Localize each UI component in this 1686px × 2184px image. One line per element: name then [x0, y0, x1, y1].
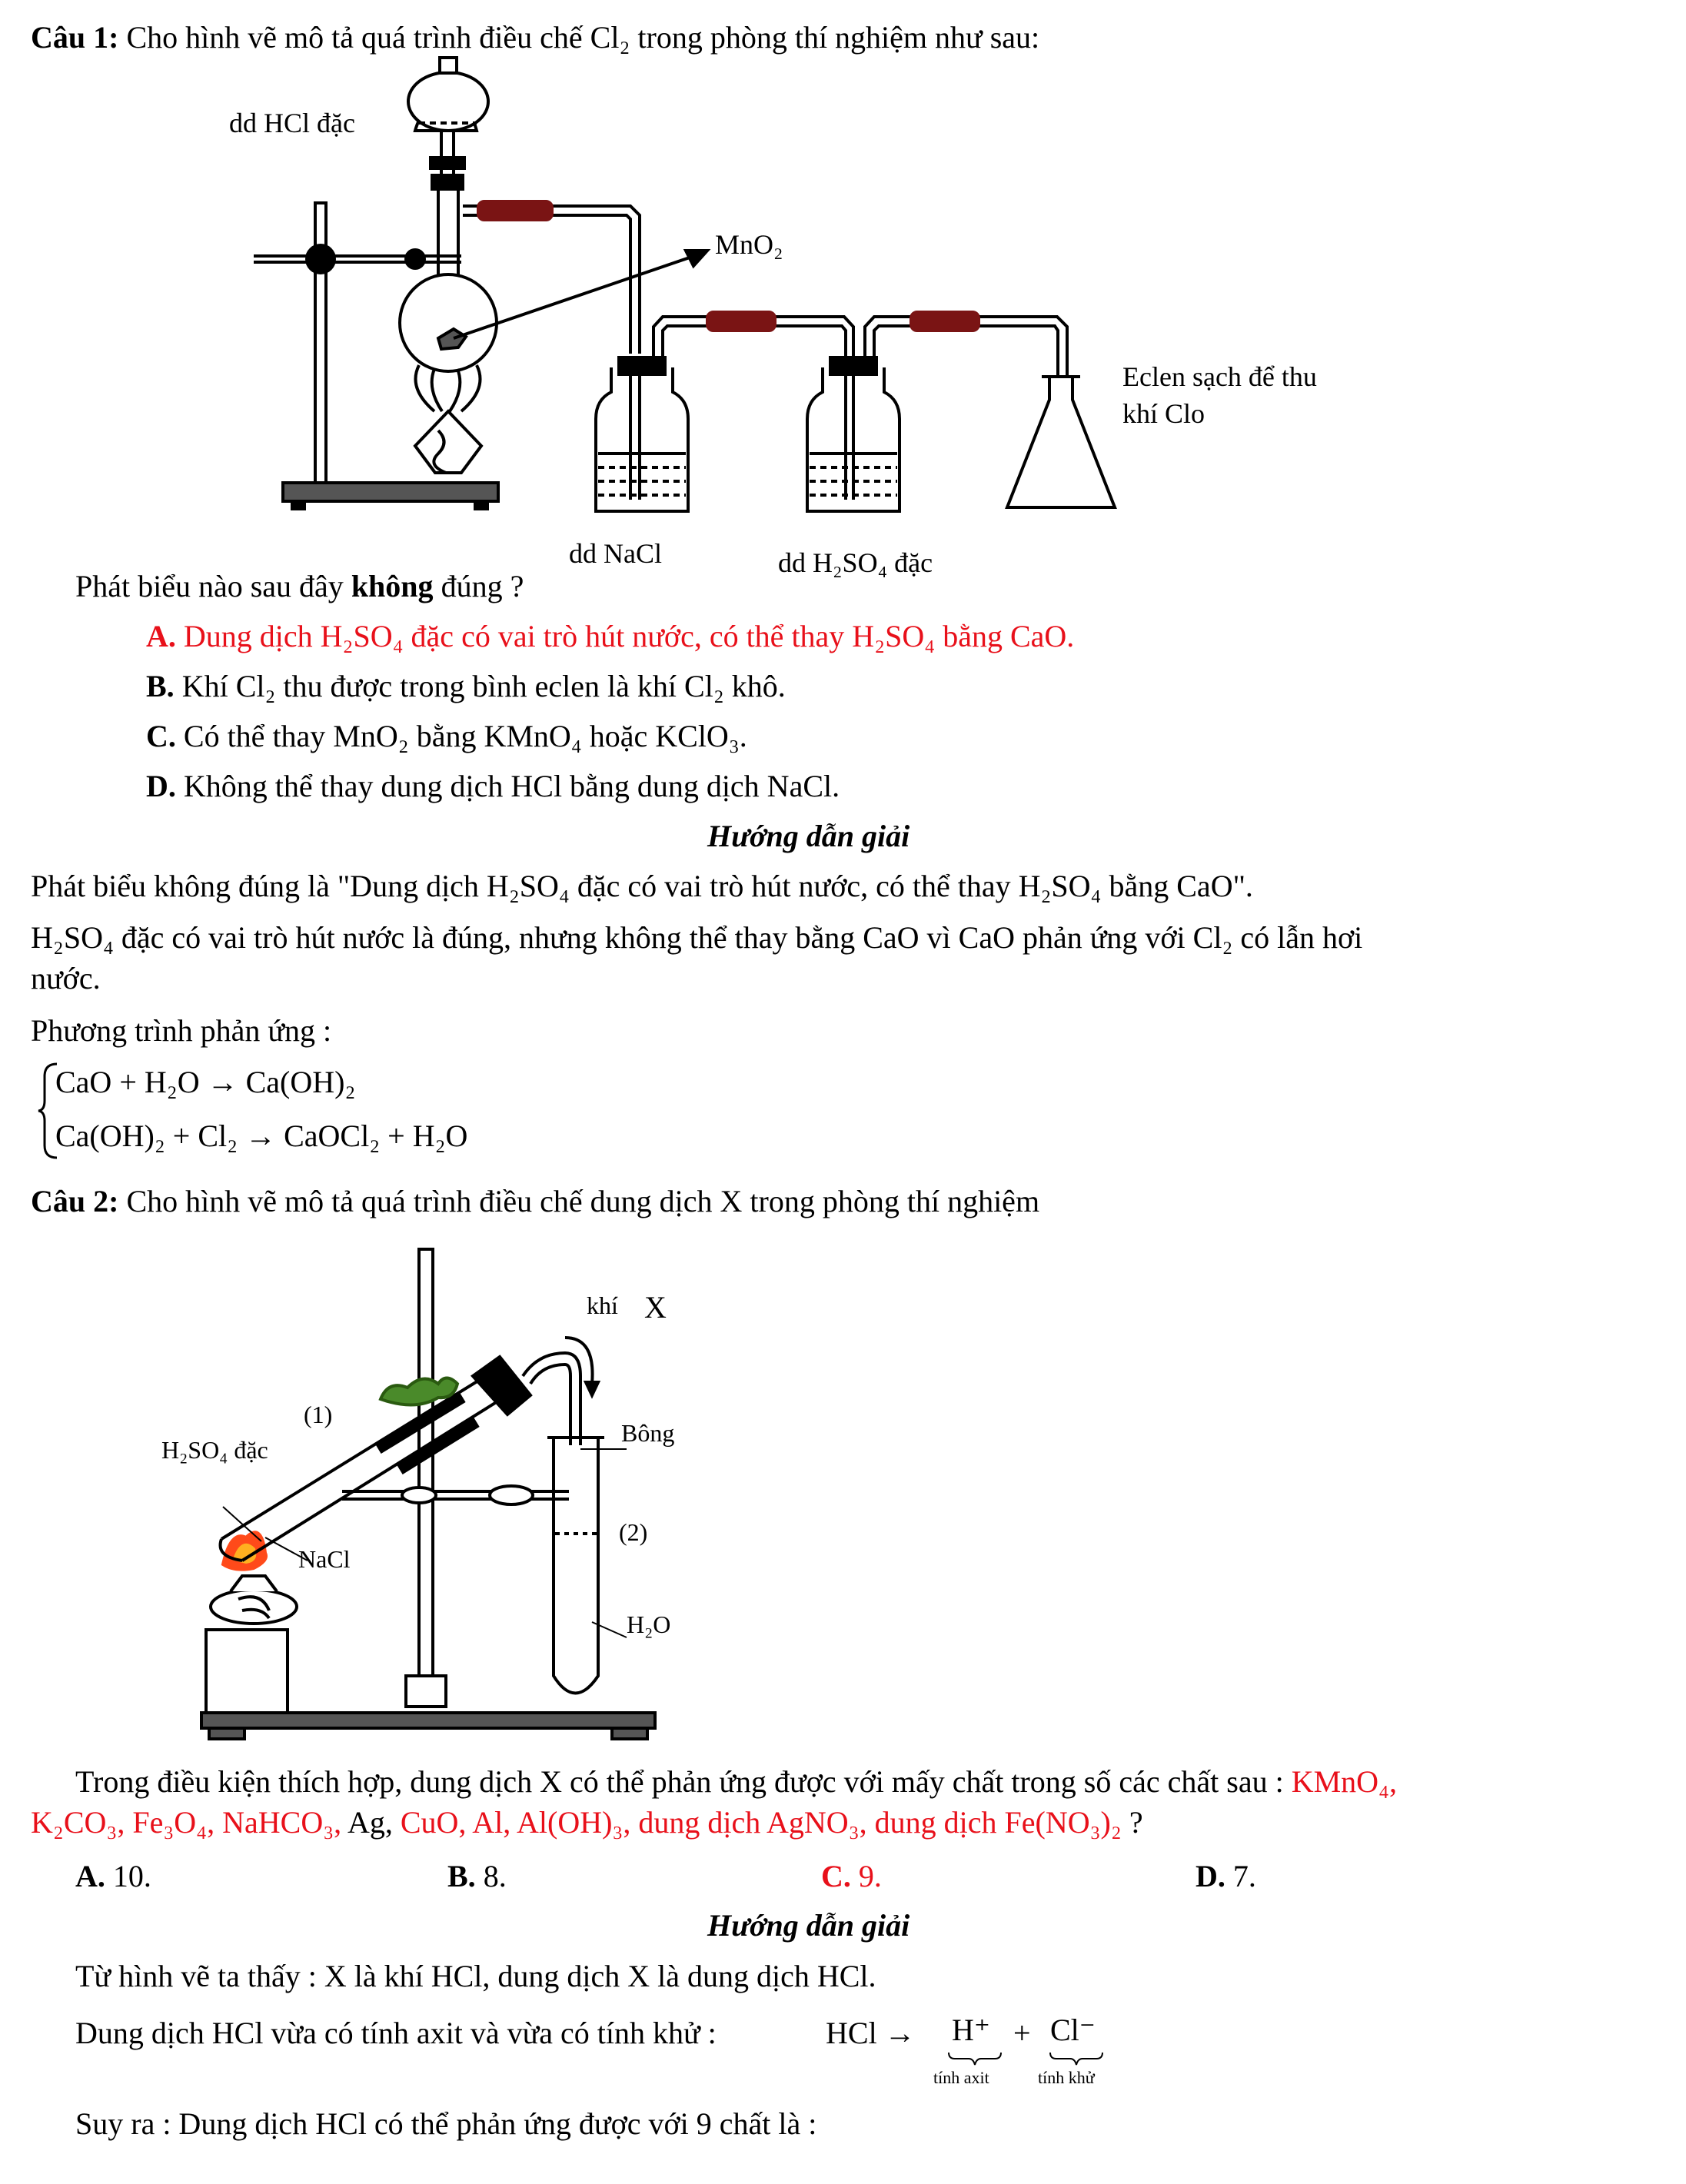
q2-option-b[interactable]: [447, 1859, 507, 1894]
q1-fig-label-eclen2: khí Clo: [1122, 398, 1205, 429]
q1-equation-2: Ca(OH)₂ + Cl₂ → CaOCl₂ + H₂O: [55, 1119, 468, 1153]
q1-fig-label-nacl: dd NaCl: [569, 538, 662, 569]
q2-fig-label-1: (1): [304, 1401, 333, 1428]
q1-equation-1: CaO + H₂O → Ca(OH)₂: [55, 1065, 356, 1099]
q2-eq-cl: Cl⁻: [1050, 2013, 1096, 2047]
q2-option-d-text: 7.: [1232, 1859, 1256, 1893]
q2-apparatus-figure: [0, 0, 769, 1753]
q1-fig-label-eclen: Eclen sạch để thu: [1122, 361, 1317, 392]
q2-fig-label-h2so4: H₂SO₄ đặc: [161, 1436, 268, 1464]
q1-question-pre: Phát biểu nào sau đây: [75, 569, 351, 603]
q1-option-d-label: D.: [146, 769, 176, 803]
q2-text-2d: ?: [1121, 1805, 1143, 1840]
q2-eq-plus: +: [1013, 2016, 1031, 2050]
q2-eq-axit-label: tính axit: [933, 2068, 989, 2087]
q1-option-c-text: Có thể thay MnO₂ bằng KMnO₄ hoặc KClO₃.: [183, 719, 747, 753]
q2-option-d-label: D.: [1195, 1859, 1225, 1893]
q1-option-a-text: Dung dịch H₂SO₄ đặc có vai trò hút nước, có thể thay H₂SO₄ bằng CaO.: [183, 619, 1075, 653]
q2-solution-2: Dung dịch HCl vừa có tính axit và vừa có tính khử :: [75, 2016, 717, 2050]
q2-option-d[interactable]: [1195, 1859, 1256, 1894]
q1-option-b-label: B.: [146, 669, 175, 703]
q2-option-b-text: 8.: [483, 1859, 507, 1893]
q1-fig-label-h2so4: dd H₂SO₄ đặc: [778, 547, 933, 578]
q2-option-c-text: 9.: [858, 1859, 882, 1893]
q2-fig-label-x: X: [644, 1290, 667, 1325]
q2-fig-label-nacl: NaCl: [298, 1545, 351, 1573]
q2-solution-1: Từ hình vẽ ta thấy : X là khí HCl, dung dịch X là dung dịch HCl.: [75, 1959, 876, 1993]
q2-text-2a: K₂CO₃, Fe₃O₄, NaHCO₃,: [31, 1805, 342, 1840]
q2-fig-label-2: (2): [619, 1518, 648, 1546]
q2-text-2b: Ag,: [341, 1805, 401, 1840]
q2-text-1: Trong điều kiện thích hợp, dung dịch X có thể phản ứng được với mấy chất trong số các chất sau :: [75, 1764, 1292, 1799]
q2-fig-label-h2o: H₂O: [627, 1611, 671, 1638]
q2-text-1-red: KMnO₄,: [1291, 1764, 1397, 1799]
q2-fig-label-bong: Bông: [621, 1419, 675, 1447]
q2-option-a-text: 10.: [112, 1859, 151, 1893]
q1-solution-2: H₂SO₄ đặc có vai trò hút nước là đúng, nhưng không thể thay bằng CaO vì CaO phản ứng với Cl₂ có lẫn hơi: [31, 920, 1363, 955]
q1-solution-3: Phương trình phản ứng :: [31, 1013, 332, 1048]
q1-option-a-label: A.: [146, 619, 176, 653]
q2-option-c-label: C.: [821, 1859, 851, 1893]
q2-option-a[interactable]: [75, 1859, 151, 1894]
q1-solution-1: Phát biểu không đúng là "Dung dịch H₂SO₄ đặc có vai trò hút nước, có thể thay H₂SO₄ bằng CaO".: [31, 869, 1253, 903]
q1-solution-2b: nước.: [31, 961, 101, 996]
q2-eq-h: H⁺: [952, 2013, 990, 2047]
q2-option-a-label: A.: [75, 1859, 105, 1893]
q2-eq-lhs: HCl →: [826, 2016, 916, 2050]
q2-fig-label-khi: khí: [587, 1291, 618, 1319]
q1-option-b-text: Khí Cl₂ thu được trong bình eclen là khí Cl₂ khô.: [181, 669, 786, 703]
q1-label: Câu 1:: [31, 20, 119, 55]
q2-stem: Cho hình vẽ mô tả quá trình điều chế dung dịch X trong phòng thí nghiệm: [126, 1184, 1040, 1218]
q1-question-bold: không: [351, 569, 434, 603]
q1-question-post: đúng ?: [433, 569, 524, 603]
q2-text-line-2: [31, 1805, 1143, 1840]
q1-stem: Cho hình vẽ mô tả quá trình điều chế Cl₂ trong phòng thí nghiệm như sau:: [126, 20, 1040, 55]
q2-option-c[interactable]: [821, 1859, 882, 1894]
q2-guide-heading: Hướng dẫn giải: [707, 1908, 910, 1943]
q2-eq-khu-label: tính khử: [1038, 2068, 1095, 2087]
q2-label: Câu 2:: [31, 1184, 119, 1218]
q1-option-c-label: C.: [146, 719, 176, 753]
q2-eq-underbraces: [938, 2051, 1122, 2066]
q1-option-d-text: Không thể thay dung dịch HCl bằng dung dịch NaCl.: [183, 769, 840, 803]
q1-fig-label-hcl: dd HCl đặc: [229, 108, 355, 138]
q2-option-b-label: B.: [447, 1859, 476, 1893]
q2-text-2c: CuO, Al, Al(OH)₃, dung dịch AgNO₃, dung dịch Fe(NO₃)₂: [400, 1805, 1122, 1840]
q1-fig-label-mno2: MnO₂: [715, 229, 783, 260]
q2-solution-3: Suy ra : Dung dịch HCl có thể phản ứng được với 9 chất là :: [75, 2106, 817, 2141]
q1-guide-heading: Hướng dẫn giải: [707, 819, 910, 853]
q2-text-line-1: [75, 1764, 1397, 1800]
